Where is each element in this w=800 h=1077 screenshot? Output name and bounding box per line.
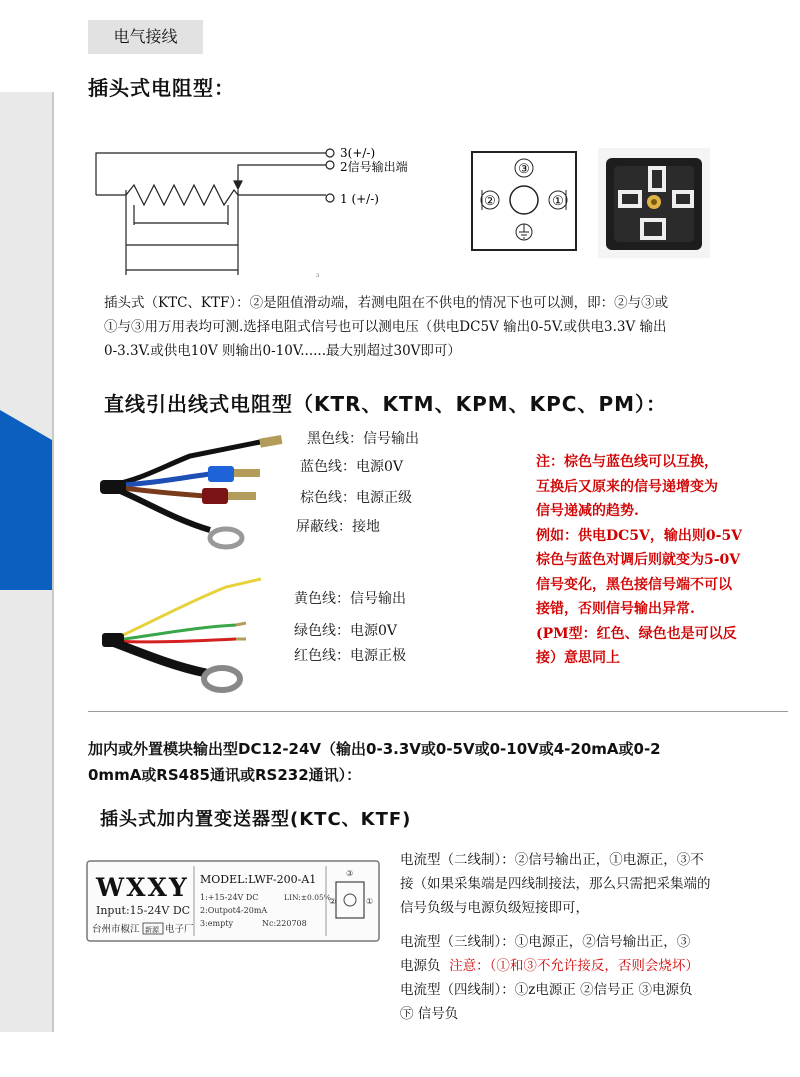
wiring-line: 电源负 (400, 958, 441, 974)
connector-photo (598, 148, 710, 258)
plug-description-line: ①与③用万用表均可测.选择电阻式信号也可以测电压（供电DC5V 输出0-5V.或供电3.3V 输出 (104, 319, 667, 335)
plate-pin-1: ① (366, 897, 374, 906)
schematic-label-3: 3(+/-) (340, 146, 376, 160)
four-wire-cable-photo (100, 428, 290, 553)
warning-text: 注意：（①和③不允许接反，否则会烧坏） (449, 958, 699, 974)
module-subtitle: 插头式加内置变送器型(KTC、KTF) (100, 809, 412, 830)
connector-pin-1: ① (552, 194, 564, 209)
wiring-line: 电流型（三线制）：①电源正，②信号输出正，③ (400, 934, 691, 950)
wire-label-red: 红色线：电源正极 (294, 648, 406, 664)
module-title (88, 736, 788, 788)
product-label-plate (86, 860, 380, 942)
plate-line2: 2:Outpot4-20mA (200, 906, 268, 915)
left-blue-accent (0, 410, 52, 590)
plug-description-line: 插头式（KTC、KTF）：②是阻值滑动端，若测电阻在不供电的情况下也可以测，即：②与③或 (104, 295, 669, 311)
section-tab: 电气接线 (88, 20, 203, 54)
brand-logo: WXXY (96, 873, 189, 902)
note-line: 信号变化，黑色接信号端不可以 (536, 576, 732, 593)
note-line: 棕色与蓝色对调后则就变为5-0V (536, 552, 741, 568)
schematic-small-mark: 3 (316, 273, 320, 279)
schematic-label-2: 2信号输出端 (340, 160, 408, 174)
current-wiring-description (400, 848, 780, 1026)
three-wire-cable-photo (96, 575, 276, 695)
cable-type-title: 直线引出线式电阻型（KTR、KTM、KPM、KPC、PM）： (104, 392, 668, 416)
connector-pin-3: ③ (518, 162, 530, 177)
wiring-line: 信号负级与电源负级短接即可， (400, 900, 589, 916)
note-line: (PM型：红色、绿色也是可以反 (536, 625, 737, 642)
note-line: 例如：供电DC5V，输出则0-5V (536, 527, 743, 544)
plate-company-box: 新源 (145, 926, 159, 934)
connector-pin-2: ② (484, 194, 496, 209)
wire-label-green: 绿色线：电源0V (294, 623, 398, 639)
wiring-line: 电流型（四线制）：①z电源正 ②信号正 ③电源负 (400, 982, 693, 998)
wiring-note (536, 450, 786, 671)
wire-label-yellow: 黄色线：信号输出 (294, 591, 406, 607)
plate-company-prefix: 台州市椒江 (92, 924, 140, 935)
note-line: 注：棕色与蓝色线可以互换， (536, 454, 718, 470)
note-line: 信号递减的趋势. (536, 503, 639, 519)
wire-label-blue: 蓝色线：电源0V (300, 459, 404, 475)
note-line: 接错，否则信号输出异常. (536, 601, 695, 617)
section-divider (88, 711, 788, 712)
plate-pin-2: ② (329, 897, 337, 906)
plug-description-line: 0-3.3V.或供电10V 则输出0-10V......最大别超过30V即可） (104, 343, 461, 359)
plate-serial: Nc:220708 (262, 919, 307, 928)
plate-line3: 3:empty (200, 919, 233, 928)
wiring-line: ㊦ 信号负 (400, 1006, 459, 1022)
plug-type-title: 插头式电阻型： (88, 76, 235, 100)
module-title-line: 0mmA或RS485通讯或RS232通讯）： (88, 766, 362, 784)
plate-input: Input:15-24V DC (96, 904, 191, 917)
plug-description (104, 291, 784, 363)
note-line: 接）意思同上 (536, 650, 620, 666)
plate-lin: LIN:±0.05% (284, 893, 331, 902)
wire-label-brown: 棕色线：电源正级 (300, 490, 412, 506)
plate-company-suffix: 电子厂 (165, 924, 194, 935)
potentiometer-schematic (88, 135, 448, 280)
wiring-line: 电流型（二线制）：②信号输出正，①电源正，③不 (400, 852, 704, 868)
wiring-line: 接（如果采集端是四线制接法，那么只需把采集端的 (400, 876, 711, 892)
note-line: 互换后又原来的信号递增变为 (536, 478, 718, 495)
connector-face-diagram (470, 150, 578, 252)
schematic-label-1: 1 (+/-) (340, 192, 379, 206)
plate-model: MODEL:LWF-200-A1 (200, 873, 317, 886)
plate-line1: 1:+15-24V DC (200, 893, 259, 902)
wire-label-shield: 屏蔽线：接地 (296, 519, 380, 535)
module-title-line: 加内或外置模块输出型DC12-24V（输出0-3.3V或0-5V或0-10V或4-20mA或0-2 (88, 740, 661, 758)
wiring-line-with-warning (400, 954, 780, 978)
plate-pin-3: ③ (346, 869, 354, 878)
wire-label-black: 黑色线：信号输出 (307, 431, 419, 447)
